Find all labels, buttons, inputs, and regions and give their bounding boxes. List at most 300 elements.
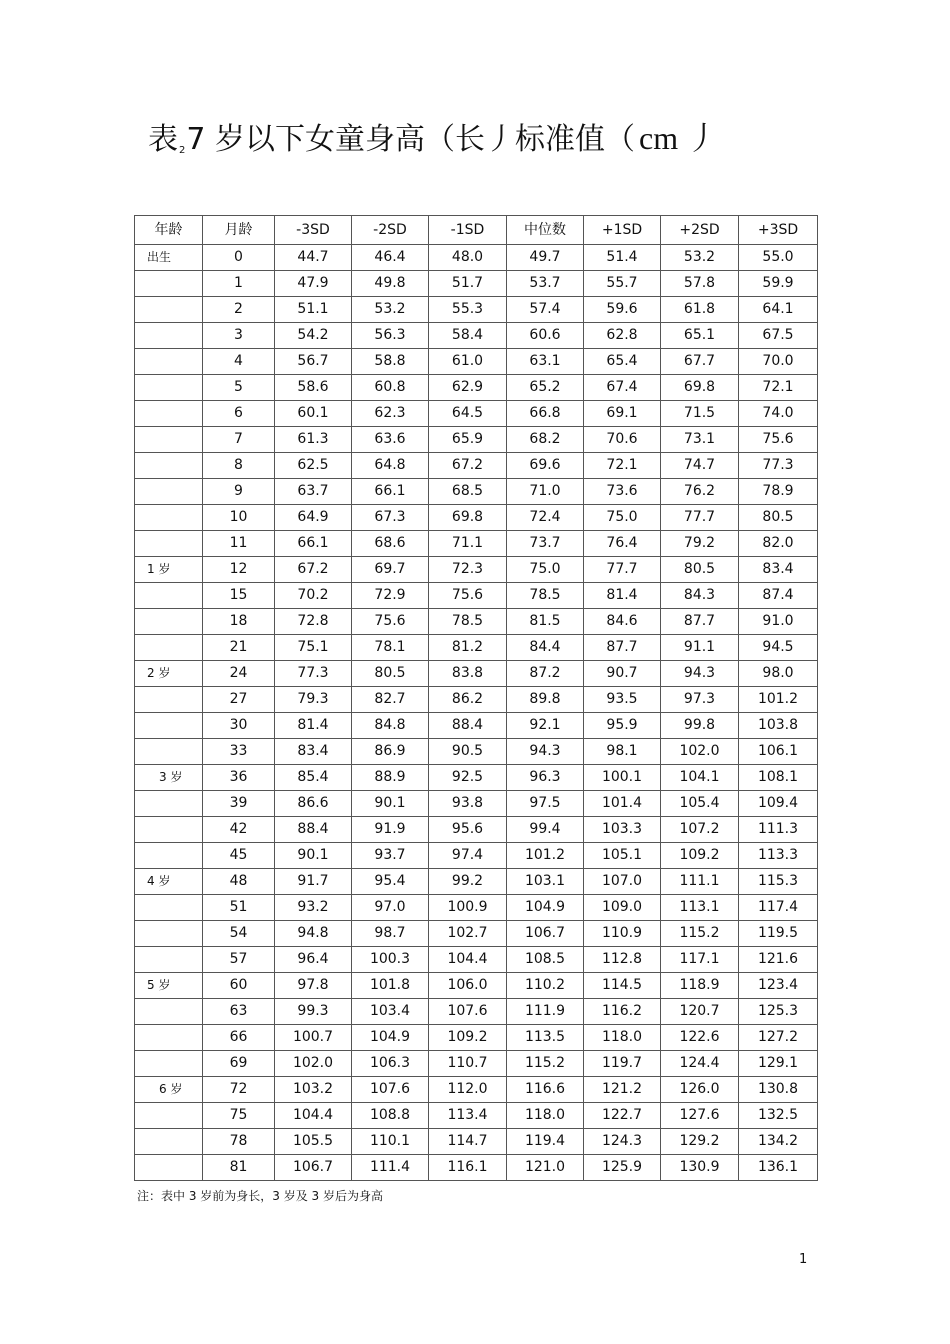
value-cell: 59.6 bbox=[584, 297, 661, 323]
month-cell: 51 bbox=[203, 895, 275, 921]
column-header: -1SD bbox=[429, 216, 507, 245]
value-cell: 44.7 bbox=[275, 245, 352, 271]
value-cell: 61.3 bbox=[275, 427, 352, 453]
value-cell: 109.2 bbox=[429, 1025, 507, 1051]
value-cell: 105.5 bbox=[275, 1129, 352, 1155]
month-cell: 27 bbox=[203, 687, 275, 713]
table-row bbox=[135, 1051, 818, 1077]
age-cell: 2 岁 bbox=[135, 661, 203, 687]
table-row bbox=[135, 1129, 818, 1155]
value-cell: 70.2 bbox=[275, 583, 352, 609]
value-cell: 67.7 bbox=[661, 349, 739, 375]
value-cell: 110.1 bbox=[352, 1129, 429, 1155]
value-cell: 119.5 bbox=[739, 921, 818, 947]
value-cell: 96.3 bbox=[507, 765, 584, 791]
value-cell: 106.7 bbox=[275, 1155, 352, 1181]
value-cell: 60.8 bbox=[352, 375, 429, 401]
table-row bbox=[135, 895, 818, 921]
month-cell: 33 bbox=[203, 739, 275, 765]
value-cell: 116.1 bbox=[429, 1155, 507, 1181]
value-cell: 111.4 bbox=[352, 1155, 429, 1181]
value-cell: 60.6 bbox=[507, 323, 584, 349]
age-cell: 1 岁 bbox=[135, 557, 203, 583]
value-cell: 111.1 bbox=[661, 869, 739, 895]
value-cell: 64.1 bbox=[739, 297, 818, 323]
value-cell: 76.2 bbox=[661, 479, 739, 505]
value-cell: 118.0 bbox=[584, 1025, 661, 1051]
value-cell: 107.6 bbox=[429, 999, 507, 1025]
value-cell: 58.4 bbox=[429, 323, 507, 349]
value-cell: 106.0 bbox=[429, 973, 507, 999]
value-cell: 95.9 bbox=[584, 713, 661, 739]
value-cell: 62.9 bbox=[429, 375, 507, 401]
value-cell: 84.8 bbox=[352, 713, 429, 739]
month-cell: 21 bbox=[203, 635, 275, 661]
value-cell: 69.8 bbox=[429, 505, 507, 531]
value-cell: 123.4 bbox=[739, 973, 818, 999]
value-cell: 111.9 bbox=[507, 999, 584, 1025]
value-cell: 77.7 bbox=[584, 557, 661, 583]
value-cell: 101.2 bbox=[507, 843, 584, 869]
table-row bbox=[135, 947, 818, 973]
value-cell: 122.7 bbox=[584, 1103, 661, 1129]
value-cell: 104.4 bbox=[429, 947, 507, 973]
value-cell: 69.1 bbox=[584, 401, 661, 427]
value-cell: 88.4 bbox=[275, 817, 352, 843]
table-row bbox=[135, 557, 818, 583]
table-row bbox=[135, 375, 818, 401]
age-cell bbox=[135, 349, 203, 375]
value-cell: 93.8 bbox=[429, 791, 507, 817]
value-cell: 51.4 bbox=[584, 245, 661, 271]
value-cell: 75.1 bbox=[275, 635, 352, 661]
month-cell: 11 bbox=[203, 531, 275, 557]
value-cell: 74.7 bbox=[661, 453, 739, 479]
age-cell bbox=[135, 297, 203, 323]
value-cell: 91.1 bbox=[661, 635, 739, 661]
value-cell: 83.8 bbox=[429, 661, 507, 687]
value-cell: 119.7 bbox=[584, 1051, 661, 1077]
age-cell bbox=[135, 635, 203, 661]
value-cell: 102.7 bbox=[429, 921, 507, 947]
value-cell: 107.0 bbox=[584, 869, 661, 895]
month-cell: 39 bbox=[203, 791, 275, 817]
table-row bbox=[135, 401, 818, 427]
age-cell: 3 岁 bbox=[135, 765, 203, 791]
month-cell: 48 bbox=[203, 869, 275, 895]
value-cell: 97.5 bbox=[507, 791, 584, 817]
value-cell: 79.3 bbox=[275, 687, 352, 713]
value-cell: 126.0 bbox=[661, 1077, 739, 1103]
month-cell: 63 bbox=[203, 999, 275, 1025]
value-cell: 91.0 bbox=[739, 609, 818, 635]
value-cell: 63.1 bbox=[507, 349, 584, 375]
table-row bbox=[135, 765, 818, 791]
value-cell: 58.8 bbox=[352, 349, 429, 375]
value-cell: 113.5 bbox=[507, 1025, 584, 1051]
value-cell: 57.8 bbox=[661, 271, 739, 297]
value-cell: 113.4 bbox=[429, 1103, 507, 1129]
value-cell: 100.3 bbox=[352, 947, 429, 973]
age-cell: 6 岁 bbox=[135, 1077, 203, 1103]
column-header: 月龄 bbox=[203, 216, 275, 245]
table-row bbox=[135, 505, 818, 531]
table-row bbox=[135, 609, 818, 635]
value-cell: 109.0 bbox=[584, 895, 661, 921]
value-cell: 93.2 bbox=[275, 895, 352, 921]
table-row bbox=[135, 453, 818, 479]
value-cell: 75.0 bbox=[507, 557, 584, 583]
age-cell bbox=[135, 609, 203, 635]
value-cell: 78.5 bbox=[507, 583, 584, 609]
age-cell bbox=[135, 479, 203, 505]
value-cell: 99.3 bbox=[275, 999, 352, 1025]
value-cell: 81.4 bbox=[275, 713, 352, 739]
value-cell: 87.2 bbox=[507, 661, 584, 687]
value-cell: 87.7 bbox=[661, 609, 739, 635]
value-cell: 67.3 bbox=[352, 505, 429, 531]
value-cell: 53.2 bbox=[661, 245, 739, 271]
table-row bbox=[135, 531, 818, 557]
value-cell: 120.7 bbox=[661, 999, 739, 1025]
value-cell: 136.1 bbox=[739, 1155, 818, 1181]
value-cell: 80.5 bbox=[739, 505, 818, 531]
value-cell: 57.4 bbox=[507, 297, 584, 323]
value-cell: 76.4 bbox=[584, 531, 661, 557]
value-cell: 62.5 bbox=[275, 453, 352, 479]
value-cell: 47.9 bbox=[275, 271, 352, 297]
month-cell: 78 bbox=[203, 1129, 275, 1155]
value-cell: 116.2 bbox=[584, 999, 661, 1025]
value-cell: 66.1 bbox=[275, 531, 352, 557]
value-cell: 88.4 bbox=[429, 713, 507, 739]
value-cell: 98.1 bbox=[584, 739, 661, 765]
month-cell: 5 bbox=[203, 375, 275, 401]
age-cell bbox=[135, 999, 203, 1025]
table-row bbox=[135, 817, 818, 843]
value-cell: 99.2 bbox=[429, 869, 507, 895]
value-cell: 82.0 bbox=[739, 531, 818, 557]
table-row bbox=[135, 1155, 818, 1181]
value-cell: 68.2 bbox=[507, 427, 584, 453]
value-cell: 114.5 bbox=[584, 973, 661, 999]
column-header: -2SD bbox=[352, 216, 429, 245]
value-cell: 79.2 bbox=[661, 531, 739, 557]
value-cell: 109.2 bbox=[661, 843, 739, 869]
value-cell: 85.4 bbox=[275, 765, 352, 791]
month-cell: 15 bbox=[203, 583, 275, 609]
value-cell: 96.4 bbox=[275, 947, 352, 973]
age-cell bbox=[135, 1129, 203, 1155]
title-main: 7 岁以下女童身高（长丿标准值（ bbox=[186, 122, 635, 157]
month-cell: 9 bbox=[203, 479, 275, 505]
table-row bbox=[135, 1025, 818, 1051]
page-number: 1 bbox=[799, 1252, 808, 1267]
value-cell: 100.7 bbox=[275, 1025, 352, 1051]
value-cell: 110.9 bbox=[584, 921, 661, 947]
value-cell: 55.7 bbox=[584, 271, 661, 297]
value-cell: 74.0 bbox=[739, 401, 818, 427]
value-cell: 69.8 bbox=[661, 375, 739, 401]
value-cell: 66.8 bbox=[507, 401, 584, 427]
age-cell bbox=[135, 323, 203, 349]
value-cell: 97.0 bbox=[352, 895, 429, 921]
value-cell: 106.3 bbox=[352, 1051, 429, 1077]
value-cell: 80.5 bbox=[661, 557, 739, 583]
value-cell: 100.9 bbox=[429, 895, 507, 921]
value-cell: 75.6 bbox=[429, 583, 507, 609]
value-cell: 77.3 bbox=[275, 661, 352, 687]
value-cell: 119.4 bbox=[507, 1129, 584, 1155]
age-cell bbox=[135, 583, 203, 609]
table-row bbox=[135, 323, 818, 349]
value-cell: 113.3 bbox=[739, 843, 818, 869]
age-cell bbox=[135, 713, 203, 739]
value-cell: 91.9 bbox=[352, 817, 429, 843]
value-cell: 64.5 bbox=[429, 401, 507, 427]
value-cell: 97.8 bbox=[275, 973, 352, 999]
age-cell bbox=[135, 843, 203, 869]
value-cell: 115.3 bbox=[739, 869, 818, 895]
value-cell: 117.1 bbox=[661, 947, 739, 973]
value-cell: 104.1 bbox=[661, 765, 739, 791]
column-header: -3SD bbox=[275, 216, 352, 245]
title-unit: cm 丿 bbox=[639, 120, 719, 156]
value-cell: 68.5 bbox=[429, 479, 507, 505]
value-cell: 53.7 bbox=[507, 271, 584, 297]
table-body bbox=[135, 245, 818, 1181]
value-cell: 115.2 bbox=[507, 1051, 584, 1077]
month-cell: 54 bbox=[203, 921, 275, 947]
month-cell: 45 bbox=[203, 843, 275, 869]
value-cell: 67.4 bbox=[584, 375, 661, 401]
table-row bbox=[135, 427, 818, 453]
value-cell: 88.9 bbox=[352, 765, 429, 791]
value-cell: 104.4 bbox=[275, 1103, 352, 1129]
value-cell: 81.4 bbox=[584, 583, 661, 609]
value-cell: 77.3 bbox=[739, 453, 818, 479]
value-cell: 64.8 bbox=[352, 453, 429, 479]
value-cell: 101.2 bbox=[739, 687, 818, 713]
page-title bbox=[148, 118, 718, 167]
table-row bbox=[135, 245, 818, 271]
value-cell: 62.8 bbox=[584, 323, 661, 349]
value-cell: 56.7 bbox=[275, 349, 352, 375]
value-cell: 53.2 bbox=[352, 297, 429, 323]
value-cell: 99.8 bbox=[661, 713, 739, 739]
month-cell: 69 bbox=[203, 1051, 275, 1077]
month-cell: 18 bbox=[203, 609, 275, 635]
age-cell bbox=[135, 531, 203, 557]
value-cell: 98.7 bbox=[352, 921, 429, 947]
age-cell bbox=[135, 687, 203, 713]
value-cell: 84.4 bbox=[507, 635, 584, 661]
value-cell: 73.7 bbox=[507, 531, 584, 557]
column-header: +3SD bbox=[739, 216, 818, 245]
age-cell: 4 岁 bbox=[135, 869, 203, 895]
value-cell: 103.4 bbox=[352, 999, 429, 1025]
value-cell: 92.5 bbox=[429, 765, 507, 791]
value-cell: 58.6 bbox=[275, 375, 352, 401]
month-cell: 36 bbox=[203, 765, 275, 791]
value-cell: 63.7 bbox=[275, 479, 352, 505]
value-cell: 55.0 bbox=[739, 245, 818, 271]
value-cell: 90.7 bbox=[584, 661, 661, 687]
table-row bbox=[135, 999, 818, 1025]
value-cell: 132.5 bbox=[739, 1103, 818, 1129]
value-cell: 71.1 bbox=[429, 531, 507, 557]
value-cell: 106.7 bbox=[507, 921, 584, 947]
month-cell: 57 bbox=[203, 947, 275, 973]
month-cell: 8 bbox=[203, 453, 275, 479]
age-cell bbox=[135, 505, 203, 531]
value-cell: 84.3 bbox=[661, 583, 739, 609]
value-cell: 104.9 bbox=[507, 895, 584, 921]
value-cell: 125.9 bbox=[584, 1155, 661, 1181]
table-row bbox=[135, 271, 818, 297]
value-cell: 114.7 bbox=[429, 1129, 507, 1155]
value-cell: 105.1 bbox=[584, 843, 661, 869]
value-cell: 86.2 bbox=[429, 687, 507, 713]
table-row bbox=[135, 1103, 818, 1129]
value-cell: 107.6 bbox=[352, 1077, 429, 1103]
value-cell: 107.2 bbox=[661, 817, 739, 843]
value-cell: 86.9 bbox=[352, 739, 429, 765]
value-cell: 51.1 bbox=[275, 297, 352, 323]
month-cell: 81 bbox=[203, 1155, 275, 1181]
value-cell: 124.3 bbox=[584, 1129, 661, 1155]
table-footnote: 注：表中 3 岁前为身长，3 岁及 3 岁后为身高 bbox=[137, 1189, 383, 1203]
value-cell: 124.4 bbox=[661, 1051, 739, 1077]
title-table-number: 2 bbox=[179, 145, 186, 156]
height-standard-table bbox=[134, 215, 818, 1181]
value-cell: 69.6 bbox=[507, 453, 584, 479]
value-cell: 81.2 bbox=[429, 635, 507, 661]
value-cell: 56.3 bbox=[352, 323, 429, 349]
value-cell: 125.3 bbox=[739, 999, 818, 1025]
value-cell: 121.6 bbox=[739, 947, 818, 973]
age-cell bbox=[135, 453, 203, 479]
value-cell: 97.4 bbox=[429, 843, 507, 869]
month-cell: 66 bbox=[203, 1025, 275, 1051]
age-cell: 出生 bbox=[135, 245, 203, 271]
table-row bbox=[135, 739, 818, 765]
value-cell: 64.9 bbox=[275, 505, 352, 531]
age-cell bbox=[135, 1155, 203, 1181]
table-row bbox=[135, 869, 818, 895]
value-cell: 97.3 bbox=[661, 687, 739, 713]
value-cell: 72.9 bbox=[352, 583, 429, 609]
value-cell: 116.6 bbox=[507, 1077, 584, 1103]
value-cell: 108.1 bbox=[739, 765, 818, 791]
month-cell: 1 bbox=[203, 271, 275, 297]
age-cell bbox=[135, 271, 203, 297]
value-cell: 129.2 bbox=[661, 1129, 739, 1155]
value-cell: 103.8 bbox=[739, 713, 818, 739]
value-cell: 72.3 bbox=[429, 557, 507, 583]
value-cell: 72.4 bbox=[507, 505, 584, 531]
value-cell: 105.4 bbox=[661, 791, 739, 817]
table-row bbox=[135, 479, 818, 505]
value-cell: 46.4 bbox=[352, 245, 429, 271]
value-cell: 78.9 bbox=[739, 479, 818, 505]
value-cell: 104.9 bbox=[352, 1025, 429, 1051]
value-cell: 54.2 bbox=[275, 323, 352, 349]
value-cell: 94.3 bbox=[507, 739, 584, 765]
value-cell: 66.1 bbox=[352, 479, 429, 505]
table-row bbox=[135, 791, 818, 817]
month-cell: 10 bbox=[203, 505, 275, 531]
value-cell: 68.6 bbox=[352, 531, 429, 557]
value-cell: 65.2 bbox=[507, 375, 584, 401]
value-cell: 130.9 bbox=[661, 1155, 739, 1181]
value-cell: 101.8 bbox=[352, 973, 429, 999]
value-cell: 87.4 bbox=[739, 583, 818, 609]
value-cell: 65.1 bbox=[661, 323, 739, 349]
column-header: 年龄 bbox=[135, 216, 203, 245]
value-cell: 91.7 bbox=[275, 869, 352, 895]
value-cell: 65.4 bbox=[584, 349, 661, 375]
value-cell: 112.0 bbox=[429, 1077, 507, 1103]
value-cell: 100.1 bbox=[584, 765, 661, 791]
table-row bbox=[135, 1077, 818, 1103]
value-cell: 121.0 bbox=[507, 1155, 584, 1181]
value-cell: 65.9 bbox=[429, 427, 507, 453]
value-cell: 62.3 bbox=[352, 401, 429, 427]
value-cell: 127.6 bbox=[661, 1103, 739, 1129]
value-cell: 110.2 bbox=[507, 973, 584, 999]
column-header: 中位数 bbox=[507, 216, 584, 245]
age-cell bbox=[135, 1051, 203, 1077]
value-cell: 102.0 bbox=[275, 1051, 352, 1077]
value-cell: 118.0 bbox=[507, 1103, 584, 1129]
value-cell: 94.8 bbox=[275, 921, 352, 947]
value-cell: 90.1 bbox=[352, 791, 429, 817]
table-row bbox=[135, 349, 818, 375]
month-cell: 7 bbox=[203, 427, 275, 453]
age-cell bbox=[135, 817, 203, 843]
value-cell: 92.1 bbox=[507, 713, 584, 739]
value-cell: 82.7 bbox=[352, 687, 429, 713]
table-row bbox=[135, 583, 818, 609]
value-cell: 49.8 bbox=[352, 271, 429, 297]
table-row bbox=[135, 661, 818, 687]
age-cell bbox=[135, 739, 203, 765]
column-header: +2SD bbox=[661, 216, 739, 245]
month-cell: 24 bbox=[203, 661, 275, 687]
age-cell bbox=[135, 947, 203, 973]
value-cell: 72.1 bbox=[584, 453, 661, 479]
value-cell: 72.1 bbox=[739, 375, 818, 401]
value-cell: 75.0 bbox=[584, 505, 661, 531]
value-cell: 59.9 bbox=[739, 271, 818, 297]
value-cell: 108.8 bbox=[352, 1103, 429, 1129]
value-cell: 81.5 bbox=[507, 609, 584, 635]
value-cell: 127.2 bbox=[739, 1025, 818, 1051]
value-cell: 99.4 bbox=[507, 817, 584, 843]
value-cell: 63.6 bbox=[352, 427, 429, 453]
table-row bbox=[135, 973, 818, 999]
value-cell: 95.4 bbox=[352, 869, 429, 895]
value-cell: 101.4 bbox=[584, 791, 661, 817]
age-cell bbox=[135, 1103, 203, 1129]
value-cell: 112.8 bbox=[584, 947, 661, 973]
month-cell: 2 bbox=[203, 297, 275, 323]
value-cell: 93.5 bbox=[584, 687, 661, 713]
value-cell: 94.5 bbox=[739, 635, 818, 661]
age-cell bbox=[135, 375, 203, 401]
value-cell: 87.7 bbox=[584, 635, 661, 661]
